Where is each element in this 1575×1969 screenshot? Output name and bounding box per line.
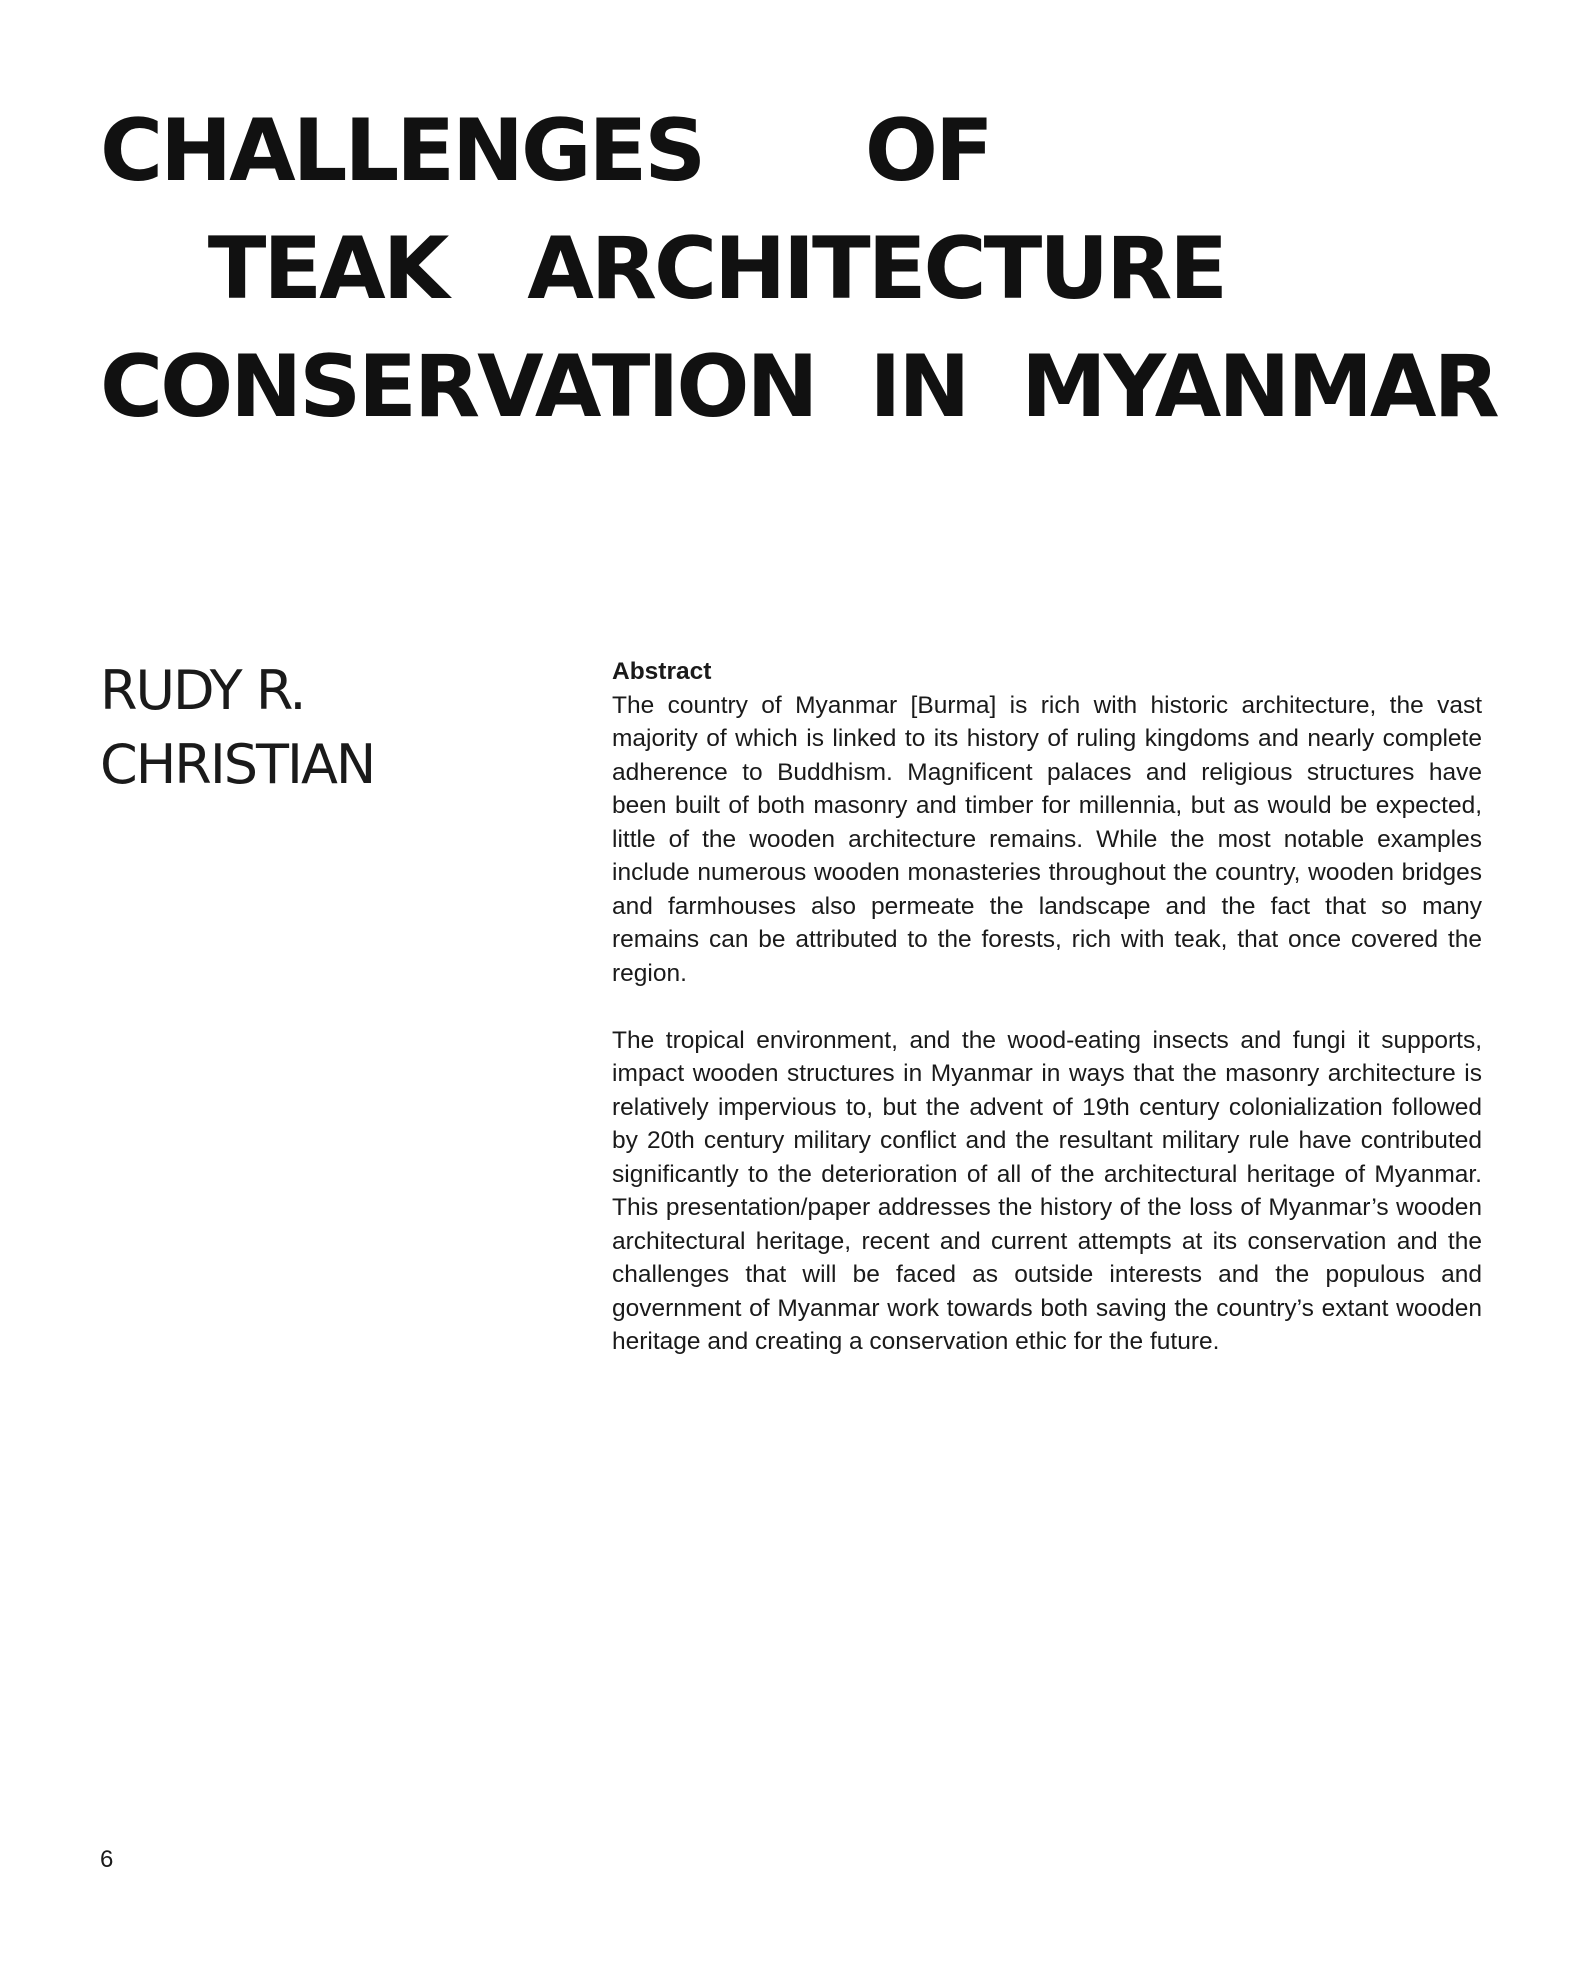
abstract-paragraph-1: The country of Myanmar [Burma] is rich with historic architecture, the vast majority of which is linked to its history of ruling kingdoms and nearly complete adherence to Buddhism. Magnificent palaces and religious structures have been built of both masonry and timber for millennia, but as would be expected, little of the wooden architecture remains. While the most notable examples include numerous wooden monasteries throughout the country, wooden bridges and farmhouses also permeate the landscape and the fact that so many remains can be attributed to the forests, rich with teak, that once covered the region. [612,691,1482,987]
title-line-3: CONSERVATION IN MYANMAR [100,337,1497,437]
author-line-1: RUDY R. [100,659,305,722]
author-line-2: CHRISTIAN [100,733,375,796]
paper-title [100,92,1497,446]
title-line-1: CHALLENGES OF [100,101,991,201]
abstract-paragraph-2: The tropical environment, and the wood-eating insects and fungi it supports, impact wooden structures in Myanmar in ways that the masonry architecture is relatively impervious to, but the advent of 19th century colonialization followed by 20th century military conflict and the resultant military rule have contributed significantly to the deterioration of all of the architectural heritage of Myanmar. This presentation/paper addresses the history of the loss of Myanmar’s wooden architectural heritage, recent and current attempts at its conservation and the challenges that will be faced as outside interests and the populous and government of Myanmar work towards both saving the country’s extant wooden heritage and creating a conservation ethic for the future. [612,1026,1482,1355]
author-name [100,654,560,802]
abstract-heading: Abstract [612,658,712,685]
abstract-section [612,655,1482,1392]
page-number: 6 [100,1846,114,1873]
title-line-2: TEAK ARCHITECTURE [100,219,1226,319]
